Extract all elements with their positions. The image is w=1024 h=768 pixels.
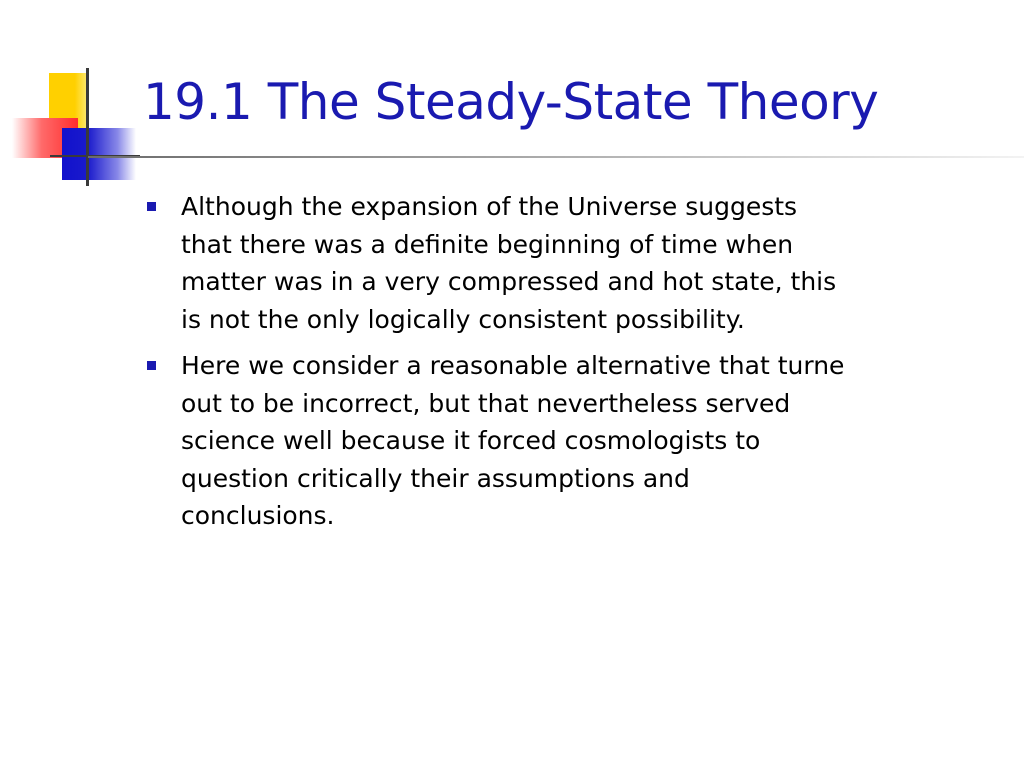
bullet-item <box>145 347 845 535</box>
title-divider <box>88 156 1024 158</box>
bullet-list <box>145 188 845 544</box>
bullet-text: Although the expansion of the Universe suggests that there was a definite beginning of time when matter was in a very compressed and hot state, this is not the only logically consistent possibility. <box>181 192 837 334</box>
template-logo-icon <box>0 0 150 200</box>
logo-vertical-line <box>86 68 89 186</box>
bullet-text: Here we consider a reasonable alternative that turne out to be incorrect, but that nevertheless served science well because it forced cosmologists to question critically their assumptions and conclusions. <box>181 351 845 530</box>
bullet-item <box>145 188 845 338</box>
logo-blue-square <box>62 128 136 180</box>
square-bullet-icon <box>147 361 156 370</box>
square-bullet-icon <box>147 202 156 211</box>
slide-title: 19.1 The Steady-State Theory <box>143 73 879 131</box>
